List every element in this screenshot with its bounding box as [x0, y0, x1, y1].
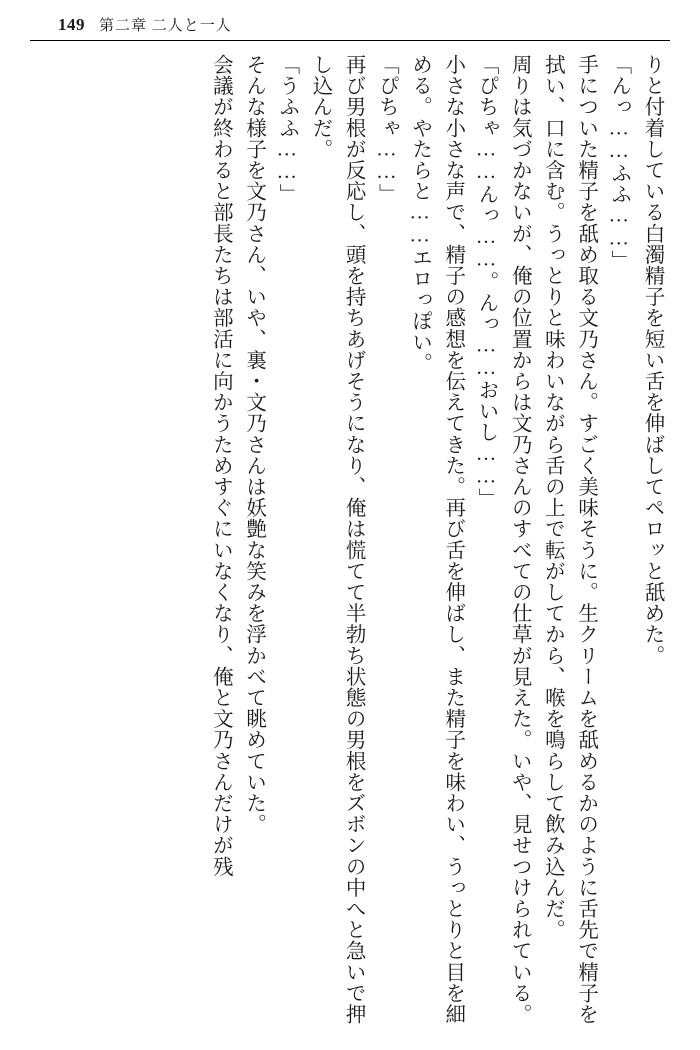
- paragraph: 会議が終わると部長たちは部活に向かうためすぐにいなくなり、俺と文乃さんだけが残: [209, 54, 232, 877]
- page-number: 149: [58, 15, 85, 34]
- paragraph: りと付着している白濁精子を短い舌を伸ばしてペロッと舐めた。: [641, 54, 663, 666]
- paragraph: 「ぴちゃ……」: [375, 54, 398, 205]
- running-head: [58, 14, 232, 35]
- header-divider: [30, 40, 670, 41]
- paragraph: 「ぴちゃ……んっ……。んっ……おいし……」: [474, 54, 497, 510]
- paragraph: 周りは気づかないが、俺の位置からは文乃さんのすべての仕草が見えた。いや、見せつけられている。: [508, 54, 531, 1025]
- page-body: [32, 54, 668, 1032]
- paragraph: 「んっ……ふふ……」: [607, 54, 630, 271]
- paragraph: 「うふふ……」: [275, 54, 298, 205]
- paragraph: 再び男根が反応し、頭を持ちあげそうになり、俺は慌てて半勃ち状態の男根をズボンの中へと急いで押し込んだ。: [308, 54, 365, 1025]
- chapter-title: 第二章 二人と一人: [99, 18, 232, 34]
- paragraph: 小さな小さな声で、精子の感想を伝えてきた。再び舌を伸ばし、また精子を味わい、うっとりと目を細める。やたらと……エロっぽい。: [408, 54, 464, 1025]
- paragraph: 手についた精子を舐め取る文乃さん。すごく美味そうに。生クリームを舐めるかのように舌先で精子を拭い、口に含む。うっとりと味わいながら舌の上で転がしてから、喉を鳴らして飲み込んだ。: [541, 54, 597, 1025]
- paragraph: そんな様子を文乃さん、いや、裏・文乃さんは妖艶な笑みを浮かべて眺めていた。: [242, 54, 265, 835]
